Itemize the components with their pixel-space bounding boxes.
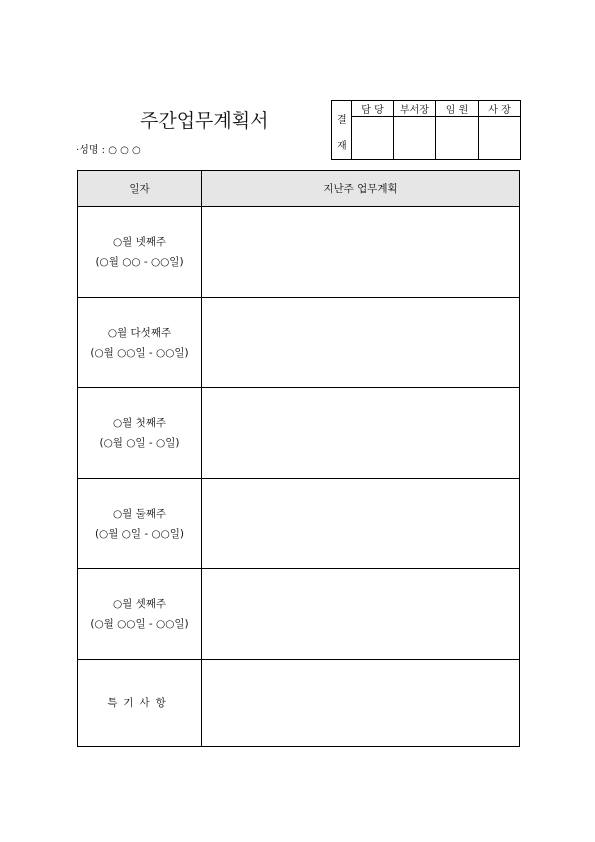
remarks-content[interactable]: [202, 660, 519, 746]
week-range: (○월 ○○일 - ○○일): [90, 346, 189, 359]
approval-header-row: [352, 101, 520, 117]
plan-cell[interactable]: [202, 569, 519, 659]
week-range: (○월 ○○일 - ○○일): [90, 618, 189, 630]
week-cell: [78, 569, 202, 659]
table-row: [78, 298, 519, 388]
week-label: ○월 셋째주: [112, 598, 167, 610]
week-label: ○월 둘째주: [112, 507, 167, 520]
table-row: [78, 207, 519, 298]
approval-side-label: [332, 101, 352, 159]
weekly-plan-table: [77, 170, 520, 747]
table-row: [78, 569, 519, 660]
approval-box: [331, 100, 521, 160]
plan-cell[interactable]: [202, 298, 519, 387]
name-field: ·성명 : ○ ○ ○: [76, 145, 141, 156]
remarks-cell: [78, 660, 202, 746]
approval-col-executive: 임 원: [436, 101, 479, 116]
plan-cell[interactable]: [202, 388, 519, 478]
week-label: ○월 첫째주: [112, 417, 167, 429]
sign-cell-executive[interactable]: [436, 117, 479, 159]
table-header-row: [78, 171, 519, 207]
approval-col-manager: 부서장: [394, 101, 436, 116]
week-range: (○월 ○일 - ○일): [99, 437, 180, 449]
week-cell: [78, 388, 202, 478]
header-plan: 지난주 업무계획: [323, 183, 398, 195]
document-title: 주간업무계획서: [140, 110, 269, 132]
approval-col-president: 사 장: [488, 105, 511, 116]
week-cell: [78, 207, 202, 297]
table-row: [78, 388, 519, 479]
approval-sign-row: [352, 117, 520, 159]
plan-cell[interactable]: [202, 479, 519, 568]
header-date: 일자: [78, 171, 202, 206]
week-cell: [78, 479, 202, 568]
approval-side-top: 결: [337, 115, 347, 126]
week-range: (○월 ○일 - ○○일): [94, 527, 185, 540]
week-cell: [78, 298, 202, 387]
week-range: (○월 ○○ - ○○일): [95, 256, 184, 268]
remarks-row: [78, 660, 519, 746]
approval-side-bottom: 재: [337, 141, 347, 152]
week-label: ○월 다섯째주: [107, 326, 172, 339]
sign-cell-staff[interactable]: [352, 117, 394, 159]
plan-cell[interactable]: [202, 207, 519, 297]
table-row: [78, 479, 519, 569]
remarks-label: 특기사항: [107, 697, 172, 709]
sign-cell-manager[interactable]: [394, 117, 436, 159]
approval-col-staff: 담 당: [352, 101, 394, 116]
week-label: ○월 넷째주: [112, 236, 167, 248]
sign-cell-president[interactable]: [479, 117, 520, 159]
